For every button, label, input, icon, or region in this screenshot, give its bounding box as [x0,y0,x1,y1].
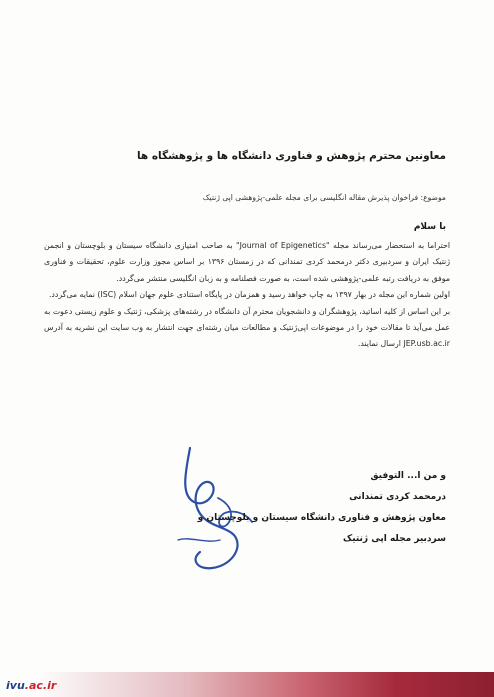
body-paragraph-3: بر این اساس از کلیه اساتید، پژوهشگران و دانشجویان محترم آن دانشگاه در رشته‌های پزشکی، ژنتیک و علوم زیستی دعوت به عمل می‌آید تا مقالات خود را در موضوعات اپی‌ژنتیک و مطالعات میان رشته‌ای جهت انتشار به وب سایت این نشریه به آدرس JEP.usb.ac.ir ارسال نمایند. [44,306,450,349]
letter-body [44,238,450,353]
signatory-title-2: سردبیر مجله اپی ژنتیک [342,534,446,544]
footer-bar [0,672,494,697]
body-paragraph-2: اولین شماره این مجله در بهار ۱۳۹۷ به چاپ خواهد رسید و همزمان در پایگاه استنادی علوم جهان اسلام (ISC) نمایه می‌گردد. [48,290,450,300]
footer-logo [6,676,56,694]
subject-line: موضوع: فراخوان پذیرش مقاله انگلیسی برای مجله علمی-پژوهشی اپی ژنتیک [202,193,446,202]
body-paragraph-1: احتراما به استحضار می‌رساند مجله "Journal of Epigenetics" به صاحب امتیازی دانشگاه سیستان و بلوچستان و انجمن ژنتیک ایران و سردبیری دکتر درمحمد کردی تمندانی که در زمستان ۱۳۹۶ بر اساس مجوز وزارت علوم، تحقیقات و فناوری موفق به دریافت رتبه علمی-پژوهشی شده است، به صورت فصلنامه و به زبان انگلیسی منتشر می‌گردد. [44,241,450,283]
signature-block [146,466,446,550]
footer-logo-domain: .ac.ir [24,678,57,692]
signatory-title-1: معاون پژوهش و فناوری دانشگاه سیستان و بلوچستان و [197,513,446,523]
closing-line: و من ا... التوفیق [370,471,446,481]
signatory-name: درمحمد کردی تمندانی [349,492,446,502]
addressee-heading: معاونین محترم پژوهش و فناوری دانشگاه ها و پژوهشگاه ها [136,150,446,162]
salutation: با سلام [413,222,446,232]
footer-logo-main: ivu [6,678,25,692]
